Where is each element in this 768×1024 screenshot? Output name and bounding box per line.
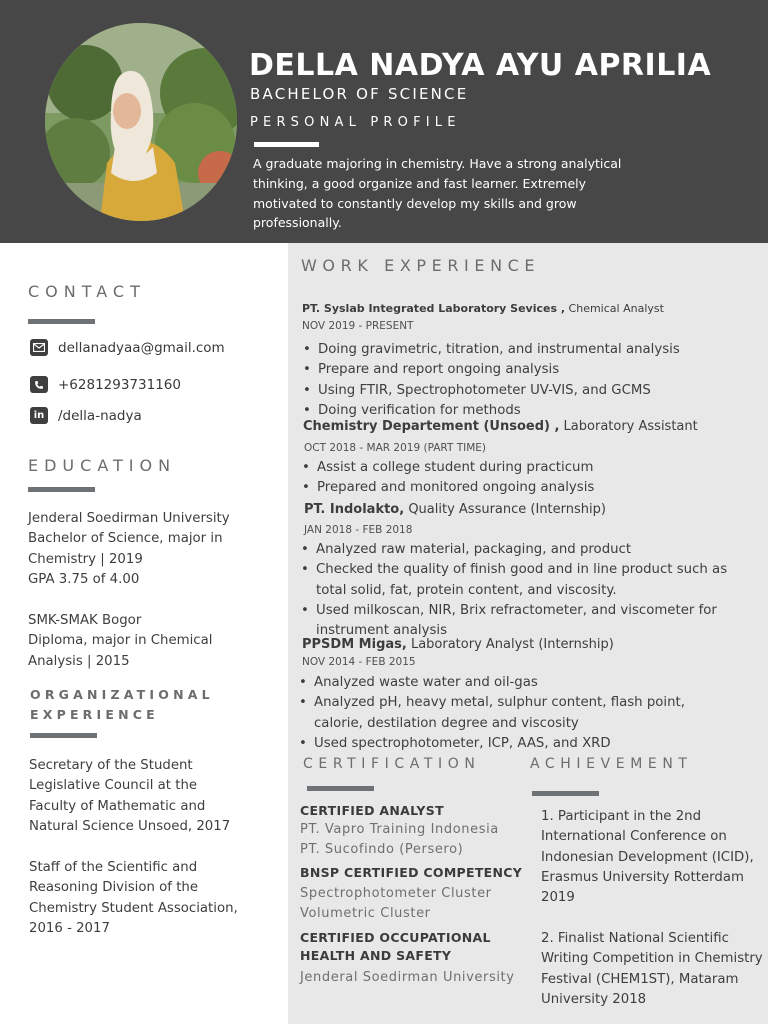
job-bullets — [299, 673, 719, 754]
profile-photo — [45, 23, 237, 221]
job-company — [302, 302, 664, 315]
cert-heading: CERTIFIED OCCUPATIONAL HEALTH AND SAFETY — [300, 930, 491, 963]
organizational-title-line1: ORGANIZATIONAL — [30, 687, 214, 702]
job-date: OCT 2018 - MAR 2019 (PART TIME) — [304, 442, 486, 454]
education-line: Jenderal Soedirman University — [28, 511, 230, 526]
organizational-line: 2016 - 2017 — [29, 920, 110, 936]
job-company-name: PT. Syslab Integrated Laboratory Sevices , — [302, 302, 566, 315]
contact-divider — [28, 319, 95, 324]
contact-title: CONTACT — [28, 282, 146, 301]
profile-section-title: PERSONAL PROFILE — [250, 115, 461, 130]
work-experience-title: WORK EXPERIENCE — [301, 256, 541, 275]
job-company-name: Chemistry Departement (Unsoed) , — [303, 419, 560, 434]
job-bullet: • Prepare and report ongoing analysis — [303, 360, 743, 380]
full-name: DELLA NADYA AYU APRILIA — [249, 48, 712, 83]
cert-issuer: PT. Vapro Training Indonesia — [300, 822, 499, 837]
mail-icon — [30, 339, 48, 356]
education-line: GPA 3.75 of 4.00 — [28, 571, 140, 587]
job-bullet: • Doing gravimetric, titration, and instrumental analysis — [303, 340, 743, 360]
contact-linkedin[interactable]: /della-nadya — [58, 407, 142, 424]
education-item — [28, 509, 268, 590]
organizational-divider — [30, 733, 97, 738]
organizational-line: Secretary of the Student — [29, 758, 193, 773]
contact-email-row[interactable] — [30, 339, 225, 356]
job-bullets — [303, 340, 743, 421]
education-line: Bachelor of Science, major in — [28, 531, 223, 547]
achievement-item: 2. Finalist National Scientific Writing Competition in Chemistry Festival (CHEM1ST), Mataram University 2018 — [541, 931, 763, 1007]
organizational-item — [29, 858, 269, 939]
organizational-line: Legislative Council at the — [29, 778, 198, 794]
job-date: NOV 2019 - PRESENT — [302, 320, 414, 332]
contact-email[interactable]: dellanadyaa@gmail.com — [58, 339, 225, 356]
contact-phone[interactable]: +6281293731160 — [58, 376, 181, 393]
job-bullet: • Doing verification for methods — [303, 401, 743, 421]
job-bullet: • Analyzed raw material, packaging, and product — [301, 540, 759, 560]
certification-title: CERTIFICATION — [303, 756, 481, 772]
job-company — [303, 419, 698, 434]
education-line: Chemistry | 2019 — [28, 551, 143, 567]
organizational-item — [29, 756, 269, 837]
cert-heading: CERTIFIED ANALYST — [300, 803, 444, 818]
job-bullets — [302, 458, 742, 499]
profile-divider — [254, 142, 319, 147]
contact-linkedin-row[interactable] — [30, 407, 142, 424]
organizational-line: Natural Science Unsoed, 2017 — [29, 818, 231, 834]
job-date: JAN 2018 - FEB 2018 — [304, 524, 413, 536]
organizational-title-line2: EXPERIENCE — [30, 707, 159, 722]
job-company — [302, 637, 614, 652]
organizational-line: Faculty of Mathematic and — [29, 798, 206, 814]
cert-issuer: Jenderal Soedirman University — [300, 970, 515, 985]
education-line: Diploma, major in Chemical — [28, 633, 213, 649]
job-company-name: PPSDM Migas, — [302, 637, 407, 652]
education-item — [28, 611, 268, 672]
linkedin-icon: in — [30, 407, 48, 424]
cert-issuer: PT. Sucofindo (Persero) — [300, 842, 464, 857]
job-bullet: • Used milkoscan, NIR, Brix refractometer, and viscometer for instrument analysis — [301, 601, 759, 642]
phone-icon — [30, 376, 48, 393]
education-divider — [28, 487, 95, 492]
job-bullet: • Using FTIR, Spectrophotometer UV-VIS, and GCMS — [303, 381, 743, 401]
job-bullet: • Prepared and monitored ongoing analysis — [302, 478, 742, 498]
cert-heading: BNSP CERTIFIED COMPETENCY — [300, 865, 523, 880]
job-bullet: • Assist a college student during practicum — [302, 458, 742, 478]
job-bullet: • Checked the quality of finish good and in line product such as total solid, fat, protein content, and viscosity. — [301, 560, 759, 601]
job-role: Laboratory Assistant — [559, 419, 698, 434]
education-line: SMK-SMAK Bogor — [28, 613, 142, 628]
achievement-title: ACHIEVEMENT — [530, 756, 693, 772]
cert-issuer: Volumetric Cluster — [300, 906, 431, 921]
job-bullet: • Analyzed pH, heavy metal, sulphur content, flash point, calorie, destilation degree and viscosity — [299, 693, 719, 734]
education-title: EDUCATION — [28, 456, 177, 475]
header-banner — [0, 0, 768, 243]
achievement-item: 1. Participant in the 2nd International Conference on Indonesian Development (ICID), Erasmus University Rotterdam 2019 — [541, 809, 754, 906]
contact-phone-row[interactable] — [30, 376, 181, 393]
job-bullet: • Used spectrophotometer, ICP, AAS, and XRD — [299, 734, 719, 754]
achievement-divider — [532, 791, 599, 796]
organizational-line: Staff of the Scientific and — [29, 860, 198, 875]
profile-summary: A graduate majoring in chemistry. Have a strong analytical thinking, a good organize and fast learner. Extremely motivated to constantly develop my skills and grow professionally. — [253, 156, 622, 231]
job-role: Chemical Analyst — [565, 302, 664, 315]
certification-divider — [307, 786, 374, 791]
cert-issuer: Spectrophotometer Cluster — [300, 886, 492, 901]
job-company-name: PT. Indolakto, — [304, 502, 405, 517]
organizational-line: Reasoning Division of the — [29, 880, 199, 896]
job-bullet: • Analyzed waste water and oil-gas — [299, 673, 719, 693]
job-role: Quality Assurance (Internship) — [404, 502, 606, 517]
job-date: NOV 2014 - FEB 2015 — [302, 656, 416, 668]
job-company — [304, 502, 606, 517]
degree-title: BACHELOR OF SCIENCE — [250, 85, 469, 103]
organizational-line: Chemistry Student Association, — [29, 900, 238, 916]
job-role: Laboratory Analyst (Internship) — [406, 637, 614, 652]
education-line: Analysis | 2015 — [28, 653, 130, 669]
job-bullets — [301, 540, 759, 641]
